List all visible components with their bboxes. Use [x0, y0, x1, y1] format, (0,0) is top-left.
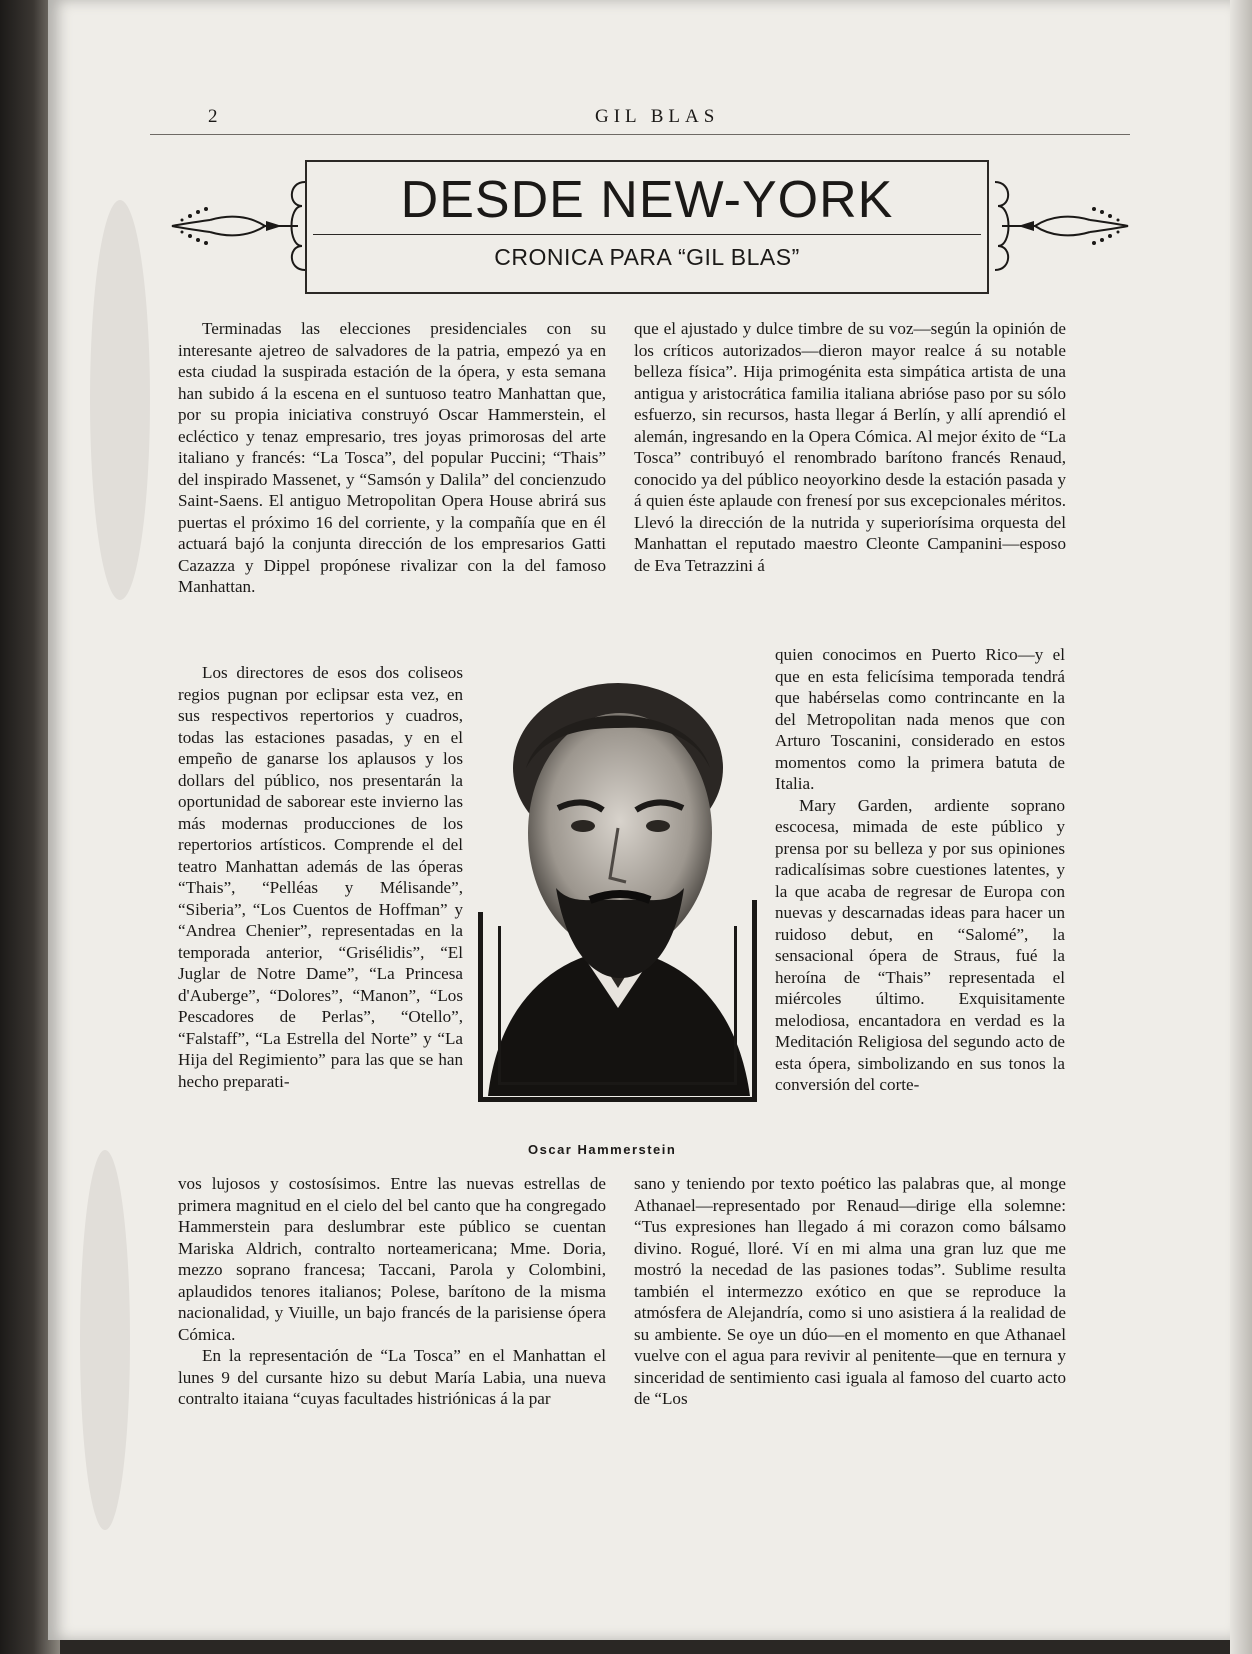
photo-frame: [498, 926, 501, 1084]
paragraph: sano y teniendo por texto poético las palabras que, al monge Athanael—representado por Renaud—dirige ella solemne: “Tus expresiones han llegado á mi corazon como bálsamo divino. Rogué, lloré. Ví en mi alma una gran luz que me mostró la necedad de las pasiones todas”. Sublime resulta también el intermezzo exótico en que se reproduce la atmósfera de Alejandría, como si uno asistiera á la realidad de su ambiente. Se oye un dúo—en el momento en que Athanael vuelve con el agua para revivir al penitente—que en ternura y sinceridad de sentimiento casi iguala al famoso del cuarto acto de “Los: [634, 1174, 1066, 1408]
article-column-right-top: [634, 318, 1066, 576]
title-divider: [313, 234, 981, 235]
paragraph: En la representación de “La Tosca” en el Manhattan el lunes 9 del cursante hizo su debut María Labia, una nueva contralto itaiana “cuyas facultades histriónicas á la par: [178, 1346, 606, 1408]
article-column-right-wrap: [775, 644, 1065, 1096]
portrait-image: [478, 648, 758, 1096]
page-number: 2: [208, 106, 218, 127]
article-column-left-wrap: [178, 662, 463, 1092]
page-edge: [1230, 0, 1252, 1654]
photo-frame: [498, 1082, 737, 1085]
paper-stain: [80, 1150, 130, 1530]
paragraph: Mary Garden, ardiente soprano escocesa, mimada de este público y prensa por su belleza y por sus opiniones radicalísimas sobre cuestiones latentes, y la que acaba de regresar de Europa con nuevas y descarnadas ideas para hacer un ruidoso debut, en “Salomé”, la sensacional ópera de Straus, fué la heroína de “Thais” representada el miércoles último. Exquisitamente melodiosa, encantadora en verdad es la Meditación Religiosa del segundo acto de esta ópera, simbolizando en sus tonos la conversión del corte-: [775, 795, 1065, 1094]
paragraph: quien conocimos en Puerto Rico—y el que en esta felicísima temporada tendrá que habérselas como contrincante en la del Metropolitan nada menos que con Arturo Toscanini, considerado en estos momentos como la primera batuta de Italia.: [775, 645, 1065, 793]
photo-frame: [752, 900, 757, 1102]
article-column-left-bottom: [178, 1173, 606, 1410]
paragraph: que el ajustado y dulce timbre de su voz—según la opinión de los críticos autorizados—dieron mayor realce á su notable belleza física”. Hija primogénita esta simpática artista de una antigua y aristocrática familia italiana abrióse paso por su sólo esfuerzo, sin recursos, hasta llegar á Berlín, y allí aprendió el alemán, ingresando en la Opera Cómica. Al mejor éxito de “La Tosca” contribuyó el renombrado barítono francés Renaud, conocido ya del público neoyorkino desde la estación pasada y á quien éste aplaude con frenesí por sus excepcionales méritos. Llevó la dirección de la nutrida y superiorísima orquesta del Manhattan el reputado maestro Cleonte Campanini—esposo de Eva Tetrazzini á: [634, 319, 1066, 575]
article-column-right-bottom: [634, 1173, 1066, 1410]
running-head: GIL BLAS: [595, 106, 720, 127]
title-box: [305, 160, 989, 294]
page-header: [150, 100, 1130, 135]
photo-frame: [734, 926, 737, 1084]
paragraph: Terminadas las elecciones presidenciales con su interesante ajetreo de salvadores de la patria, empezó ya en esta ciudad la suspirada estación de la ópera, y esta semana han subido á la escena en el suntuoso teatro Manhattan que, por su propia iniciativa construyó Oscar Hammerstein, el ecléctico y tenaz empresario, tres joyas primorosas del arte italiano y francés: “La Tosca”, del popular Puccini; “Thais” del inspirado Massenet, y “Samsón y Dalila” del concienzudo Saint-Saens. El antiguo Metropolitan Opera House abrirá sus puertas el próximo 16 del corriente, y la compañía que en él actuará bajó la conjunta dirección de los empresarios Gatti Cazazza y Dippel propónese rivalizar con la del famoso Manhattan.: [178, 319, 606, 596]
article-title: DESDE NEW-YORK: [400, 171, 894, 229]
left-ornament-icon: [170, 176, 310, 276]
article-subtitle: CRONICA PARA “GIL BLAS”: [494, 244, 800, 270]
photo-frame: [478, 912, 483, 1102]
paragraph: vos lujosos y costosísimos. Entre las nuevas estrellas de primera magnitud en el cielo del bel canto que ha congregado Hammerstein para deslumbrar este público se cuentan Mariska Aldrich, contralto norteamericana; Mme. Doria, mezzo soprano francesa; Taccani, Parola y Colombini, aplaudidos tenores italianos; Polese, barítono de la misma nacionalidad, y Viuille, un bajo francés de la parisiense ópera Cómica.: [178, 1174, 606, 1344]
article-column-left-top: [178, 318, 606, 598]
paper-stain: [90, 200, 150, 600]
photo-frame: [478, 1097, 757, 1102]
right-ornament-icon: [990, 176, 1130, 276]
photo-caption: Oscar Hammerstein: [528, 1142, 677, 1157]
paragraph: Los directores de esos dos coliseos regios pugnan por eclipsar esta vez, en sus respectivos repertorios y cuadros, todas las estaciones pasadas, y en el empeño de ganarse los aplausos y los dollars del público, nos presentarán la oportunidad de saborear este invierno las más modernas producciones de los repertorios artísticos. Comprende el del teatro Manhattan además de las óperas “Thais”, “Pelléas y Mélisande”, “Siberia”, “Los Cuentos de Hoffman” y “Andrea Chenier”, representadas en la temporada anterior, “Grisélidis”, “El Juglar de Notre Dame”, “La Princesa d'Auberge”, “Dolores”, “Manon”, “Los Pescadores de Perlas”, “Otello”, “Falstaff”, “La Estrella del Norte” y “La Hija del Regimiento” para las que se han hecho preparati-: [178, 663, 463, 1091]
